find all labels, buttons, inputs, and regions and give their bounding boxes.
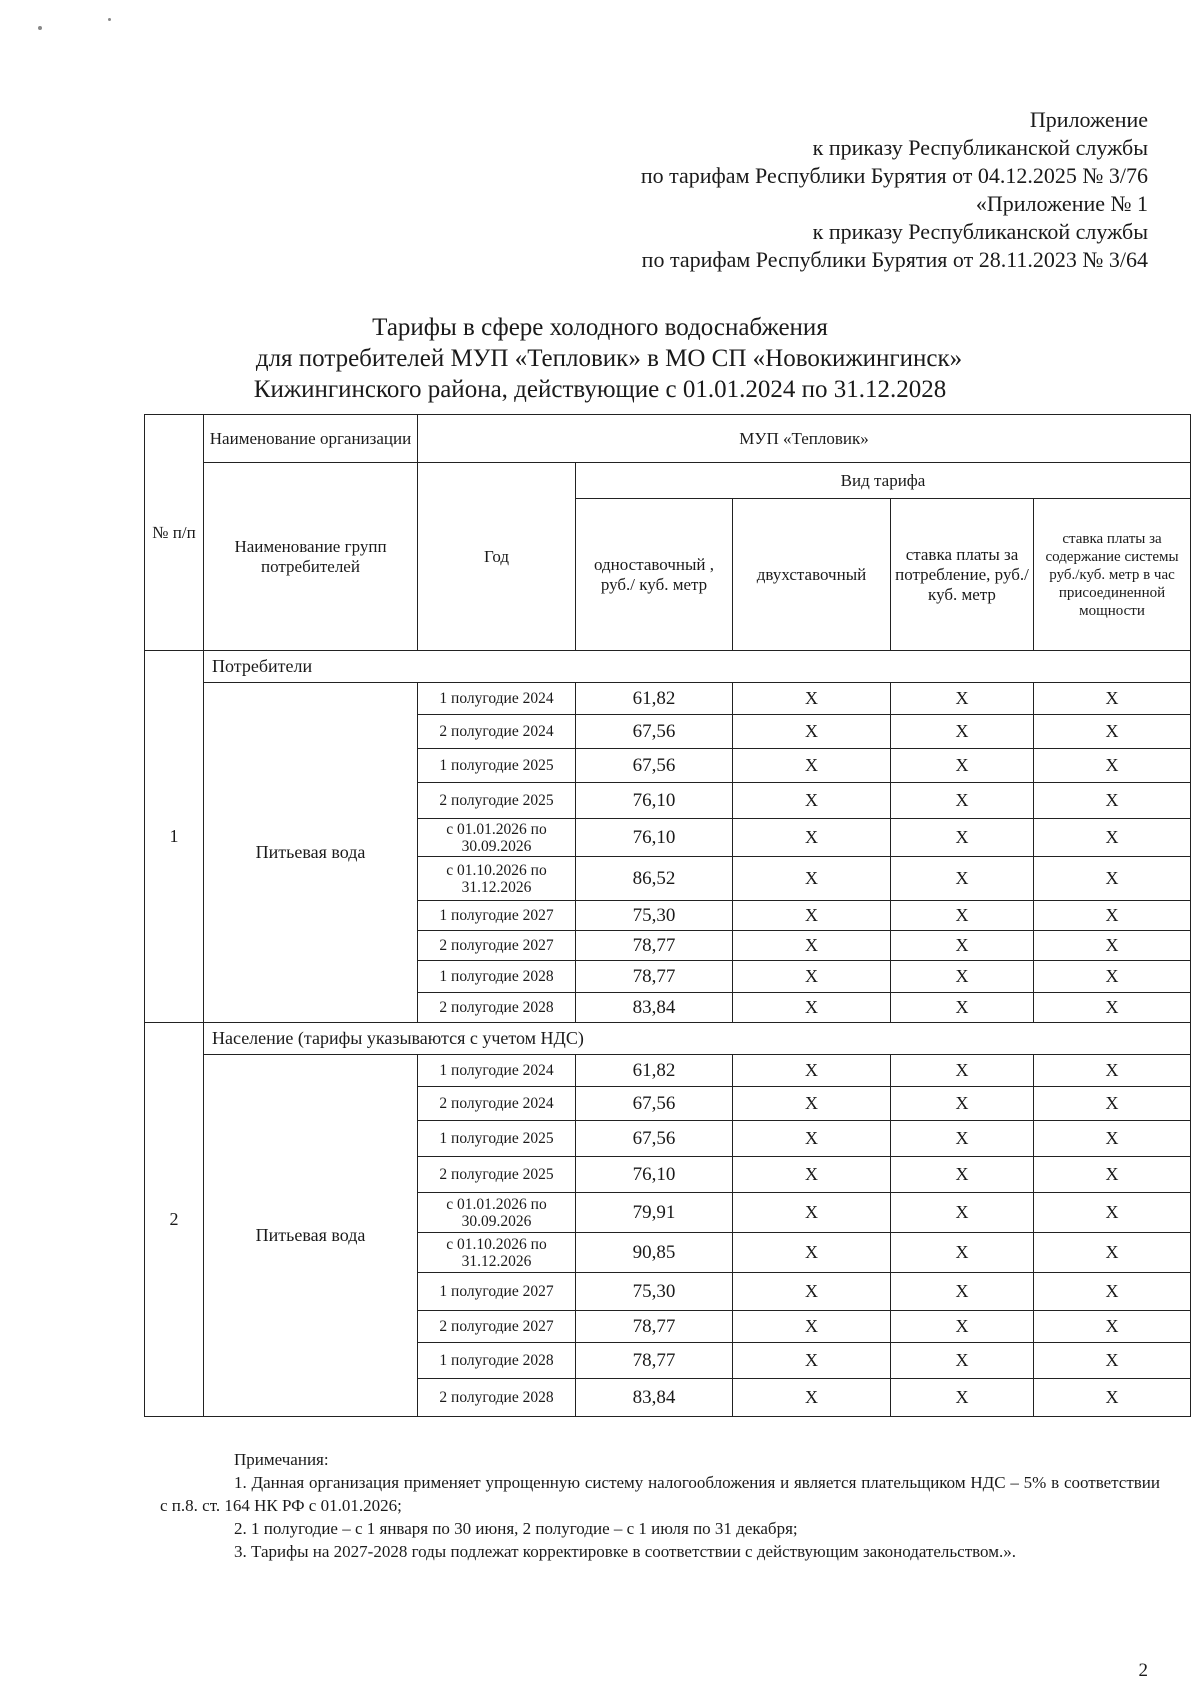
period-cell: с 01.01.2026 по 30.09.2026 [418,819,576,857]
one-rate-value: 75,30 [576,901,733,931]
scan-speck [38,26,42,30]
two-rate-value: X [733,931,891,961]
appendix-header [641,106,1148,274]
period-cell: с 01.10.2026 по 31.12.2026 [418,857,576,901]
period-cell: 1 полугодие 2027 [418,901,576,931]
period-cell: 2 полугодие 2027 [418,931,576,961]
consumption-rate-value: X [891,901,1034,931]
one-rate-value: 86,52 [576,857,733,901]
consumption-rate-value: X [891,1193,1034,1233]
header-line: Приложение [1029,107,1148,132]
two-rate-value: X [733,1379,891,1417]
period-cell: 2 полугодие 2025 [418,783,576,819]
one-rate-value: 67,56 [576,715,733,749]
two-rate-value: X [733,857,891,901]
consumer-group: Потребители [204,651,1191,683]
row-number: 1 [145,651,204,1023]
group-row [145,1023,1191,1055]
header-one-rate: одноставочный , руб./ куб. метр [576,499,733,651]
capacity-rate-value: X [1034,1193,1191,1233]
title-line: Кижингинского района, действующие с 01.01.2024 по 31.12.2028 [253,376,947,403]
one-rate-value: 61,82 [576,683,733,715]
capacity-rate-value: X [1034,1087,1191,1121]
consumption-rate-value: X [891,715,1034,749]
two-rate-value: X [733,1157,891,1193]
one-rate-value: 78,77 [576,1311,733,1343]
capacity-rate-value: X [1034,961,1191,993]
header-line: по тарифам Республики Бурятия от 04.12.2025 № 3/76 [640,163,1148,188]
two-rate-value: X [733,1087,891,1121]
period-cell: 2 полугодие 2024 [418,715,576,749]
notes [160,1448,1160,1563]
two-rate-value: X [733,683,891,715]
two-rate-value: X [733,993,891,1023]
capacity-rate-value: X [1034,901,1191,931]
one-rate-value: 67,56 [576,749,733,783]
consumption-rate-value: X [891,961,1034,993]
two-rate-value: X [733,783,891,819]
one-rate-value: 90,85 [576,1233,733,1273]
one-rate-value: 78,77 [576,931,733,961]
capacity-rate-value: X [1034,749,1191,783]
one-rate-value: 76,10 [576,783,733,819]
two-rate-value: X [733,1311,891,1343]
two-rate-value: X [733,1121,891,1157]
note-item: 2. 1 полугодие – с 1 января по 30 июня, 2 полугодие – с 1 июля по 31 декабря; [234,1519,798,1538]
document-title [0,312,1200,405]
notes-heading: Примечания: [234,1450,329,1469]
header-capacity-rate: ставка платы за содержание системы руб./куб. метр в час присоединенной мощности [1034,499,1191,651]
period-cell: 1 полугодие 2028 [418,1343,576,1379]
consumption-rate-value: X [891,819,1034,857]
note-item: 1. Данная организация применяет упрощенную систему налогообложения и является плательщиком НДС – 5% в соответствии с п.8. ст. 164 НК РФ с 01.01.2026; [160,1473,1160,1515]
consumption-rate-value: X [891,1233,1034,1273]
capacity-rate-value: X [1034,1273,1191,1311]
header-line: «Приложение № 1 [975,191,1148,216]
tariff-table-wrapper [144,414,1190,1417]
capacity-rate-value: X [1034,783,1191,819]
capacity-rate-value: X [1034,715,1191,749]
capacity-rate-value: X [1034,1311,1191,1343]
note-item: 3. Тарифы на 2027-2028 годы подлежат корректировке в соответствии с действующим законодательством.». [234,1542,1016,1561]
header-org-name: МУП «Тепловик» [418,415,1191,463]
header-groups: Наименование групп потребителей [204,463,418,651]
period-cell: 2 полугодие 2027 [418,1311,576,1343]
consumption-rate-value: X [891,857,1034,901]
one-rate-value: 79,91 [576,1193,733,1233]
period-cell: 1 полугодие 2027 [418,1273,576,1311]
period-cell: 1 полугодие 2028 [418,961,576,993]
one-rate-value: 78,77 [576,1343,733,1379]
capacity-rate-value: X [1034,1379,1191,1417]
period-cell: 1 полугодие 2025 [418,1121,576,1157]
consumption-rate-value: X [891,1379,1034,1417]
consumption-rate-value: X [891,931,1034,961]
two-rate-value: X [733,1273,891,1311]
group-row [145,651,1191,683]
period-cell: с 01.10.2026 по 31.12.2026 [418,1233,576,1273]
consumption-rate-value: X [891,749,1034,783]
consumption-rate-value: X [891,683,1034,715]
one-rate-value: 67,56 [576,1121,733,1157]
one-rate-value: 76,10 [576,819,733,857]
header-line: по тарифам Республики Бурятия от 28.11.2023 № 3/64 [641,247,1148,272]
consumption-rate-value: X [891,1311,1034,1343]
consumption-rate-value: X [891,1157,1034,1193]
row-number: 2 [145,1023,204,1417]
period-cell: 2 полугодие 2028 [418,993,576,1023]
header-consumption-rate: ставка платы за потребление, руб./ куб. метр [891,499,1034,651]
consumption-rate-value: X [891,1055,1034,1087]
capacity-rate-value: X [1034,683,1191,715]
header-line: к приказу Республиканской службы [812,135,1148,160]
water-category: Питьевая вода [204,683,418,1023]
header-year: Год [418,463,576,651]
title-line: для потребителей МУП «Тепловик» в МО СП «Новокижингинск» [255,345,963,372]
header-org-label: Наименование организации [204,415,418,463]
consumer-group: Население (тарифы указываются с учетом НДС) [204,1023,1191,1055]
period-cell: 1 полугодие 2024 [418,1055,576,1087]
two-rate-value: X [733,715,891,749]
consumption-rate-value: X [891,1343,1034,1379]
period-cell: 1 полугодие 2025 [418,749,576,783]
capacity-rate-value: X [1034,1233,1191,1273]
one-rate-value: 75,30 [576,1273,733,1311]
capacity-rate-value: X [1034,1157,1191,1193]
tariff-row [145,1055,1191,1087]
title-line: Тарифы в сфере холодного водоснабжения [372,314,828,341]
one-rate-value: 61,82 [576,1055,733,1087]
one-rate-value: 78,77 [576,961,733,993]
two-rate-value: X [733,1343,891,1379]
period-cell: 1 полугодие 2024 [418,683,576,715]
period-cell: 2 полугодие 2028 [418,1379,576,1417]
capacity-rate-value: X [1034,1343,1191,1379]
two-rate-value: X [733,961,891,993]
one-rate-value: 67,56 [576,1087,733,1121]
header-line: к приказу Республиканской службы [812,219,1148,244]
capacity-rate-value: X [1034,1055,1191,1087]
two-rate-value: X [733,1055,891,1087]
consumption-rate-value: X [891,1273,1034,1311]
header-row-org [145,415,1191,463]
header-two-rate: двухставочный [733,499,891,651]
two-rate-value: X [733,749,891,783]
two-rate-value: X [733,819,891,857]
capacity-rate-value: X [1034,819,1191,857]
scan-speck [108,18,111,21]
one-rate-value: 83,84 [576,993,733,1023]
period-cell: с 01.01.2026 по 30.09.2026 [418,1193,576,1233]
header-row-type [145,463,1191,499]
consumption-rate-value: X [891,1087,1034,1121]
one-rate-value: 83,84 [576,1379,733,1417]
consumption-rate-value: X [891,1121,1034,1157]
header-num: № п/п [145,415,204,651]
one-rate-value: 76,10 [576,1157,733,1193]
two-rate-value: X [733,1193,891,1233]
consumption-rate-value: X [891,993,1034,1023]
consumption-rate-value: X [891,783,1034,819]
capacity-rate-value: X [1034,1121,1191,1157]
period-cell: 2 полугодие 2024 [418,1087,576,1121]
two-rate-value: X [733,1233,891,1273]
period-cell: 2 полугодие 2025 [418,1157,576,1193]
two-rate-value: X [733,901,891,931]
capacity-rate-value: X [1034,993,1191,1023]
header-tariff-type: Вид тарифа [576,463,1191,499]
capacity-rate-value: X [1034,931,1191,961]
tariff-row [145,683,1191,715]
page-number: 2 [1138,1660,1148,1681]
tariff-table [144,414,1191,1417]
water-category: Питьевая вода [204,1055,418,1417]
capacity-rate-value: X [1034,857,1191,901]
